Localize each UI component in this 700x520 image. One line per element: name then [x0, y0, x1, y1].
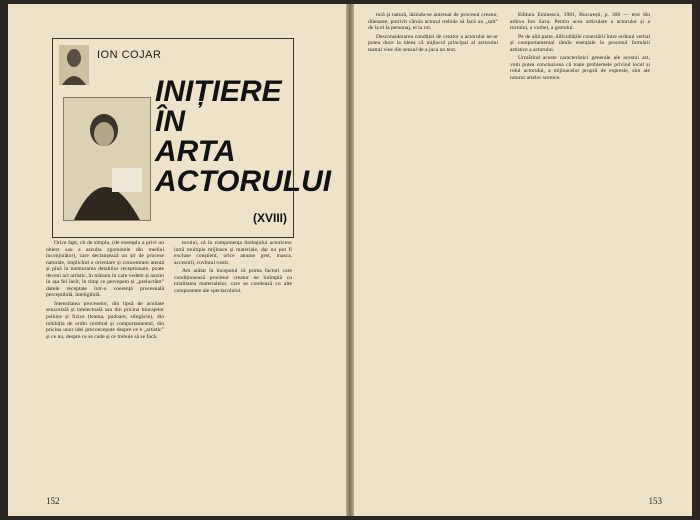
right-page	[354, 4, 692, 516]
left-col1-para-2: Intensitatea proceselor, din lipsă de acuitate senzorială și intelectuală sau din pricina blocajelor psihice și fizice (teama, pudoare, stîngăcie), din inhibiția de ordin cerebral și comportamental, din pricina unor idei preconcepute despre ce e „artistic” și ce nu, despre ce se cade și ce trebuie să se facă.	[46, 300, 164, 340]
author-name: ION COJAR	[97, 49, 162, 61]
author-photo-drawing	[64, 98, 150, 220]
title-line-1: INIȚIERE	[155, 75, 282, 108]
author-portrait-small	[59, 45, 89, 85]
right-col2-para-2: Pe de altă parte, dificultățile conectării între ordinul verbal și comportamental rămîn esențiale în procesul formării artistice a actorului.	[510, 33, 650, 53]
left-col2-para-2: Am arătat în începutul că prima factori care condiționează procesul creator ne întîmplă cu totalitatea materialelor, care se corelează cu alte componente ale spectacolului.	[174, 268, 292, 294]
article-title	[155, 75, 332, 198]
right-column-2	[510, 12, 650, 502]
left-col2-para-1: torului, că în componența limbajului actoricesc intră multiple mijloace și materiale, dar nu pot fi excluse conștient, orice anume gest, masca, accesorii, cuvîntul rostit.	[174, 240, 292, 266]
page-gutter	[346, 4, 354, 516]
right-column-1	[368, 12, 498, 502]
author-photo	[63, 97, 151, 221]
left-column-2	[174, 240, 292, 502]
right-col1-para-1: tură și natură, lăsîndu-se antrenat de procesul creator, diletante, potrivit căruia actorul trebuie să facă un „salt” de la el la personaj, el la rol.	[368, 12, 498, 32]
title-box	[52, 38, 332, 238]
title-line-2: ÎN	[155, 105, 185, 138]
title-line-4: ACTORULUI	[155, 165, 332, 198]
left-column-1	[46, 240, 164, 502]
title-line-3: ARTA	[155, 135, 236, 168]
right-col1-para-2: Desconsiderarea condiției de creator a actorului ne-ar putea duce la ideea că mijlocul principal al actorului teatral vine din sensul de a juca un text.	[368, 33, 498, 53]
author-portrait-drawing	[59, 45, 89, 85]
left-col1-para-1: Orice fapt, cît de simplu, (de exemplu a privi un obiect sau a asculta zgomotele din mediul înconjurător), care declanșează un șir de procese naturale, implicînd o orientare și concentrare atentă și pînă la memorarea detaliilor receptionate, poate deveni act artistic, în măsura în care vedem și auzim în așa fel încît, în timp ce percepem și „prelucrăm” datele receptate într-o coerență procesuală perceptibilă, inteligibilă.	[46, 240, 164, 299]
left-page	[8, 4, 346, 516]
right-page-number: 153	[648, 496, 662, 506]
series-number: (XVIII)	[252, 211, 287, 225]
left-page-number: 152	[46, 496, 60, 506]
right-col2-para-1: Editura Eminescu, 1981, București, p. 300 — text din arhiva Ion Sava. Pentru acea articulare a actorului și a textului, a vorbei, a gestului.	[510, 12, 650, 32]
right-col2-para-3: Urmărind aceste caracteristici generale ale acestui act, vom putea concluziona că toate problemele privind locul și rolul actorului, a mijloacelor proprii de expresie, sînt ale tuturor artelor scenice.	[510, 55, 650, 81]
magazine-spread	[8, 4, 692, 516]
